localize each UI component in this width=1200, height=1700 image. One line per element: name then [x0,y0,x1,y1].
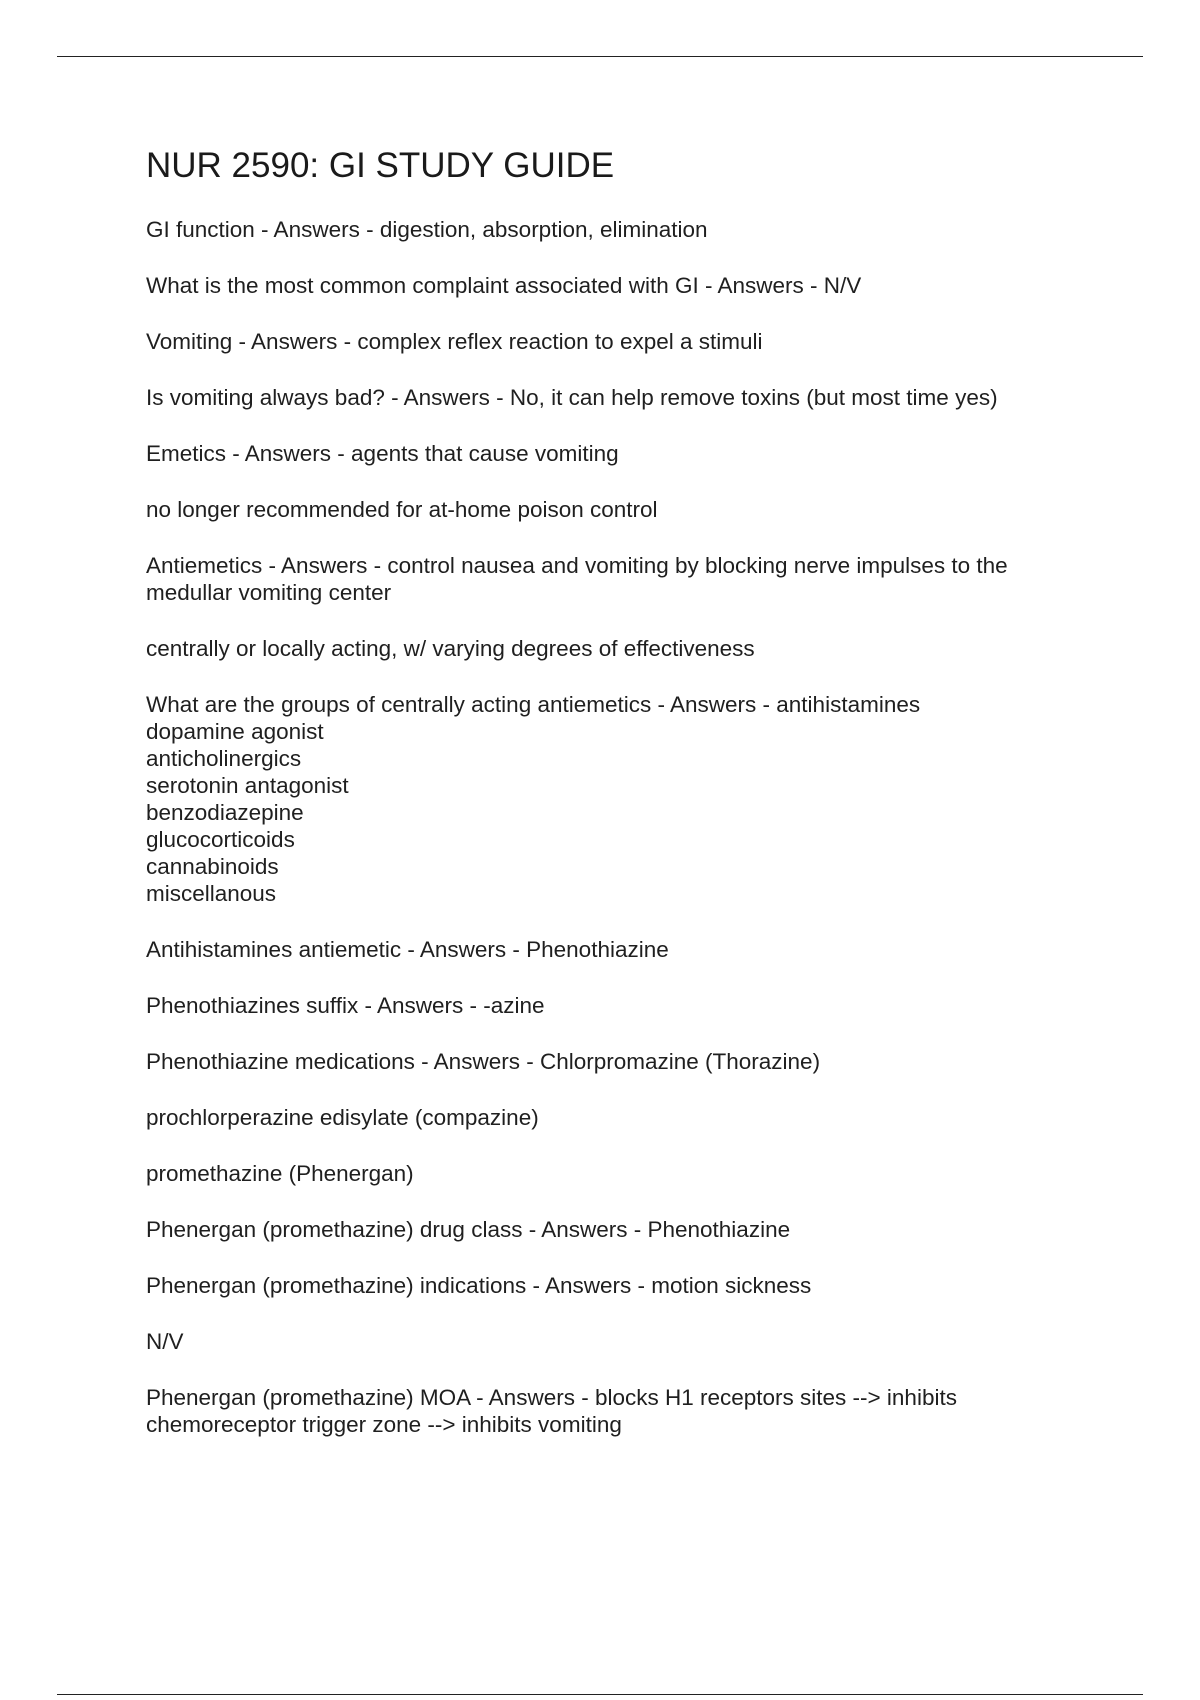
entry-line: N/V [146,1329,184,1354]
entry-line: GI function - Answers - digestion, absorption, elimination [146,217,708,242]
study-entry [146,1048,1106,1075]
entry-line: no longer recommended for at-home poison control [146,497,658,522]
entry-list [146,216,1106,1438]
study-entry [146,1328,1106,1355]
entry-line: cannabinoids [146,854,279,879]
study-entry [146,1104,1106,1131]
entry-line: Is vomiting always bad? - Answers - No, it can help remove toxins (but most time yes) [146,385,998,410]
study-entry [146,992,1106,1019]
entry-line: What are the groups of centrally acting antiemetics - Answers - antihistamines [146,692,921,717]
top-rule [57,56,1143,57]
entry-line: chemoreceptor trigger zone --> inhibits vomiting [146,1412,622,1437]
study-entry [146,1216,1106,1243]
study-entry [146,635,1106,662]
entry-line: anticholinergics [146,746,302,771]
entry-line: Phenergan (promethazine) indications - Answers - motion sickness [146,1273,812,1298]
entry-line: miscellanous [146,881,277,906]
entry-line: Phenergan (promethazine) MOA - Answers - blocks H1 receptors sites --> inhibits [146,1385,957,1410]
study-entry [146,328,1106,355]
study-entry [146,552,1106,606]
study-entry [146,272,1106,299]
study-entry [146,1272,1106,1299]
entry-line: promethazine (Phenergan) [146,1161,414,1186]
study-entry [146,496,1106,523]
entry-line: prochlorperazine edisylate (compazine) [146,1105,539,1130]
study-entry [146,936,1106,963]
entry-line: Phenothiazines suffix - Answers - -azine [146,993,545,1018]
document-body [146,142,1106,1467]
entry-line: Antihistamines antiemetic - Answers - Phenothiazine [146,937,669,962]
entry-line: dopamine agonist [146,719,324,744]
study-entry [146,216,1106,243]
entry-line: serotonin antagonist [146,773,349,798]
entry-line: Antiemetics - Answers - control nausea and vomiting by blocking nerve impulses to the [146,553,1008,578]
entry-line: Phenothiazine medications - Answers - Chlorpromazine (Thorazine) [146,1049,821,1074]
entry-line: centrally or locally acting, w/ varying degrees of effectiveness [146,636,755,661]
study-entry [146,1160,1106,1187]
page-title: NUR 2590: GI STUDY GUIDE [146,146,615,185]
study-entry [146,1384,1106,1438]
study-entry [146,440,1106,467]
entry-line: Phenergan (promethazine) drug class - Answers - Phenothiazine [146,1217,791,1242]
study-entry [146,691,1106,907]
entry-line: What is the most common complaint associated with GI - Answers - N/V [146,273,862,298]
entry-line: benzodiazepine [146,800,304,825]
entry-line: Emetics - Answers - agents that cause vomiting [146,441,619,466]
entry-line: Vomiting - Answers - complex reflex reaction to expel a stimuli [146,329,763,354]
study-entry [146,384,1106,411]
entry-line: medullar vomiting center [146,580,392,605]
entry-line: glucocorticoids [146,827,295,852]
bottom-rule [57,1694,1143,1695]
